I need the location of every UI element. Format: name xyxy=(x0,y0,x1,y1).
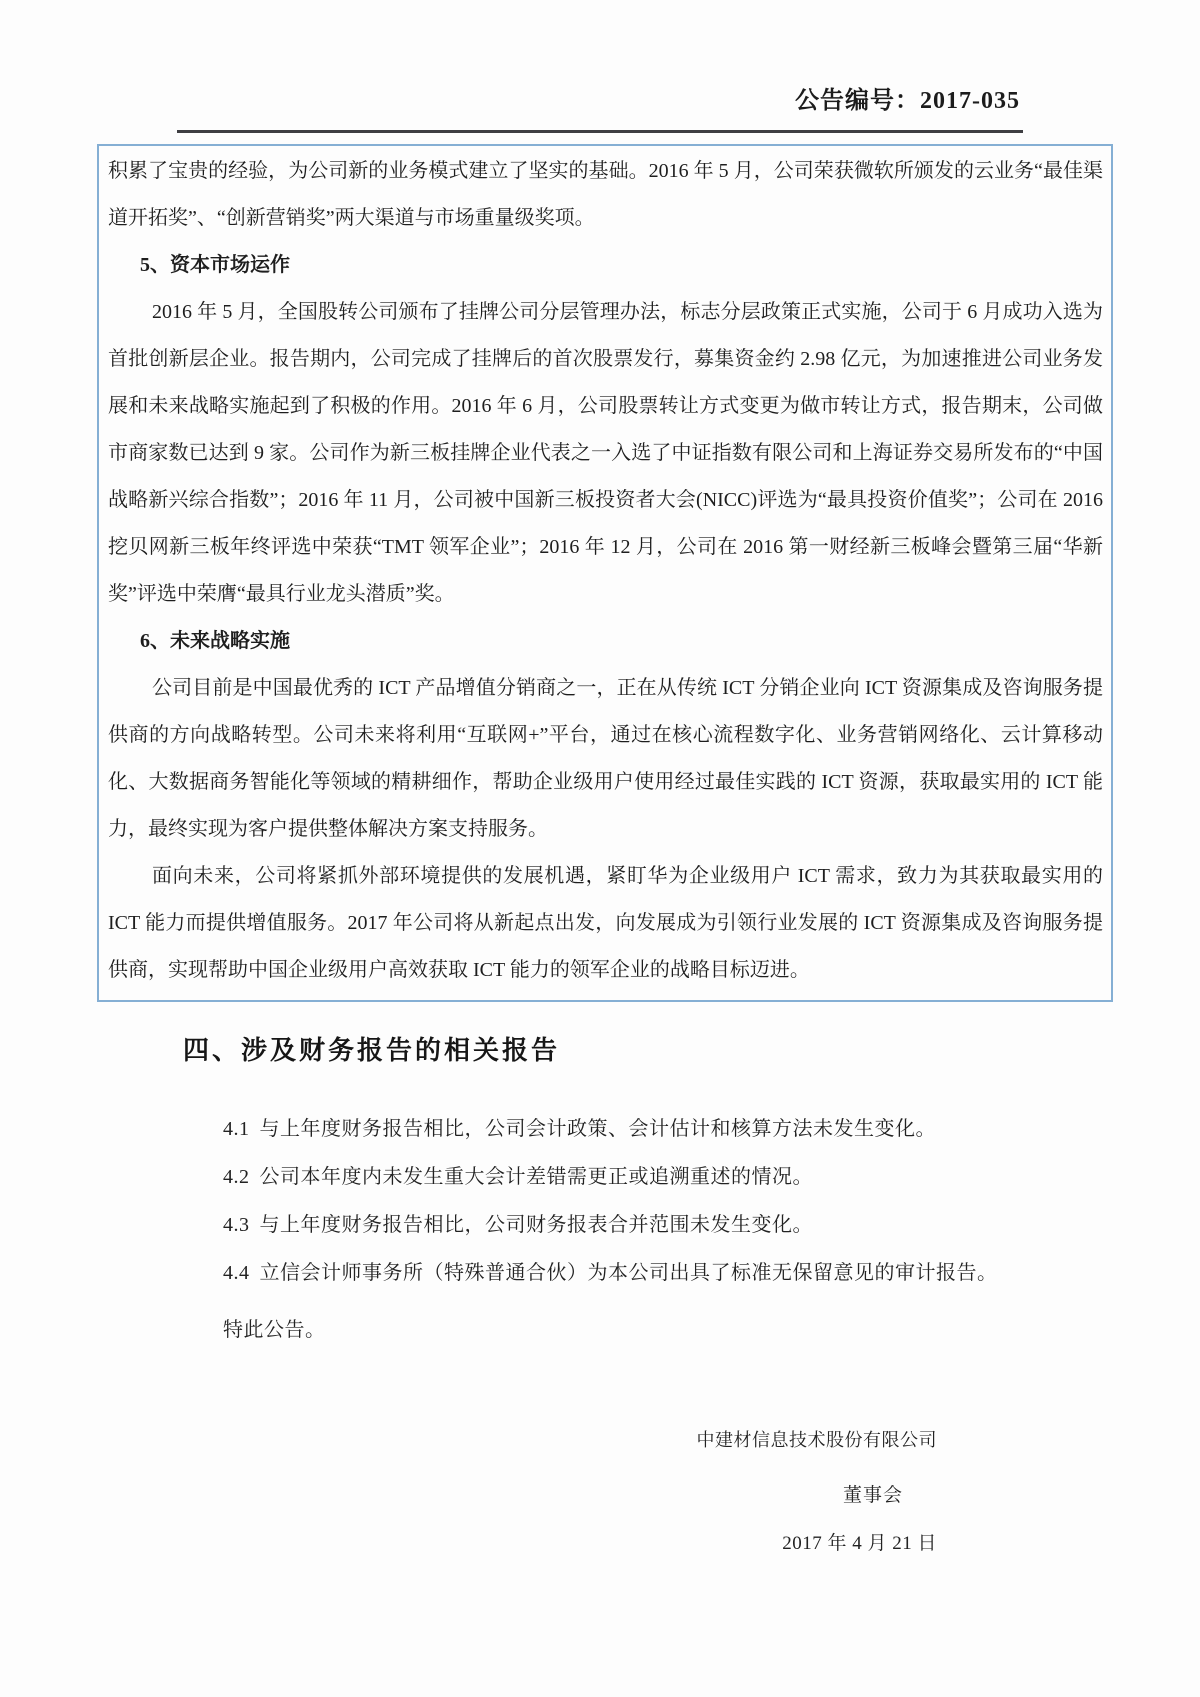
signature-company: 中建材信息技术股份有限公司 xyxy=(696,1430,937,1450)
header-divider xyxy=(177,130,1023,133)
report-item-4-2-text: 公司本年度内未发生重大会计差错需更正或追溯重述的情况。 xyxy=(259,1166,813,1188)
signature-board: 董事会 xyxy=(842,1485,903,1506)
paragraph-future-outlook: 面向未来，公司将紧抓外部环境提供的发展机遇，紧盯华为企业级用户 ICT 需求，致力为其获取最实用的 ICT 能力而提供增值服务。2017 年公司将从新起点出发，向发展成为引领行业发展的 ICT 资源集成及咨询服务提供商，实现帮助中国企业级用户高效获取 ICT 能力的领军企业的战略目标迈进。 xyxy=(108,865,1103,981)
report-item-4-4-number: 4.4 xyxy=(223,1262,250,1284)
report-item-4-1 xyxy=(223,1112,936,1141)
report-item-4-1-text: 与上年度财务报告相比，公司会计政策、会计估计和核算方法未发生变化。 xyxy=(259,1118,936,1140)
signature-date: 2017 年 4 月 21 日 xyxy=(782,1533,937,1554)
report-item-4-3-number: 4.3 xyxy=(223,1214,250,1236)
report-item-4-2-number: 4.2 xyxy=(223,1166,250,1188)
paragraph-capital-market: 2016 年 5 月，全国股转公司颁布了挂牌公司分层管理办法，标志分层政策正式实施，公司于 6 月成功入选为首批创新层企业。报告期内，公司完成了挂牌后的首次股票发行，募集资金约 2.98 亿元，为加速推进公司业务发展和未来战略实施起到了积极的作用。2016 年 6 月，公司股票转让方式变更为做市转让方式，报告期末，公司做市商家数已达到 9 家。公司作为新三板挂牌企业代表之一入选了中证指数有限公司和上海证券交易所发布的“中国战略新兴综合指数”；2016 年 11 月，公司被中国新三板投资者大会(NICC)评选为“最具投资价值奖”；公司在 2016 挖贝网新三板年终评选中荣获“TMT 领军企业”；2016 年 12 月，公司在 2016 第一财经新三板峰会暨第三届“华新奖”评选中荣膺“最具行业龙头潜质”奖。 xyxy=(108,301,1103,605)
paragraph-awards-continuation: 积累了宝贵的经验，为公司新的业务模式建立了坚实的基础。2016 年 5 月，公司荣获微软所颁发的云业务“最佳渠道开拓奖”、“创新营销奖”两大渠道与市场重量级奖项。 xyxy=(108,160,1103,229)
report-item-4-2 xyxy=(223,1160,813,1189)
section-title-financial-reports: 四、涉及财务报告的相关报告 xyxy=(183,1036,561,1065)
report-item-4-4 xyxy=(223,1256,998,1285)
report-item-4-3-text: 与上年度财务报告相比，公司财务报表合并范围未发生变化。 xyxy=(259,1214,813,1236)
report-item-4-4-text: 立信会计师事务所（特殊普通合伙）为本公司出具了标准无保留意见的审计报告。 xyxy=(259,1262,998,1284)
doc-number: 公告编号：2017-035 xyxy=(795,88,1020,114)
report-item-4-1-number: 4.1 xyxy=(223,1118,250,1140)
report-item-4-3 xyxy=(223,1208,813,1237)
announcement-box xyxy=(97,144,1113,1002)
subsection-heading-future-strategy: 6、未来战略实施 xyxy=(140,630,290,652)
subsection-heading-capital-market: 5、资本市场运作 xyxy=(140,254,290,276)
paragraph-strategy-transform: 公司目前是中国最优秀的 ICT 产品增值分销商之一，正在从传统 ICT 分销企业向 ICT 资源集成及咨询服务提供商的方向战略转型。公司未来将利用“互联网+”平台，通过在核心流程数字化、业务营销网络化、云计算移动化、大数据商务智能化等领域的精耕细作，帮助企业级用户使用经过最佳实践的 ICT 资源，获取最实用的 ICT 能力，最终实现为客户提供整体解决方案支持服务。 xyxy=(108,677,1103,840)
closing-statement: 特此公告。 xyxy=(223,1319,326,1341)
